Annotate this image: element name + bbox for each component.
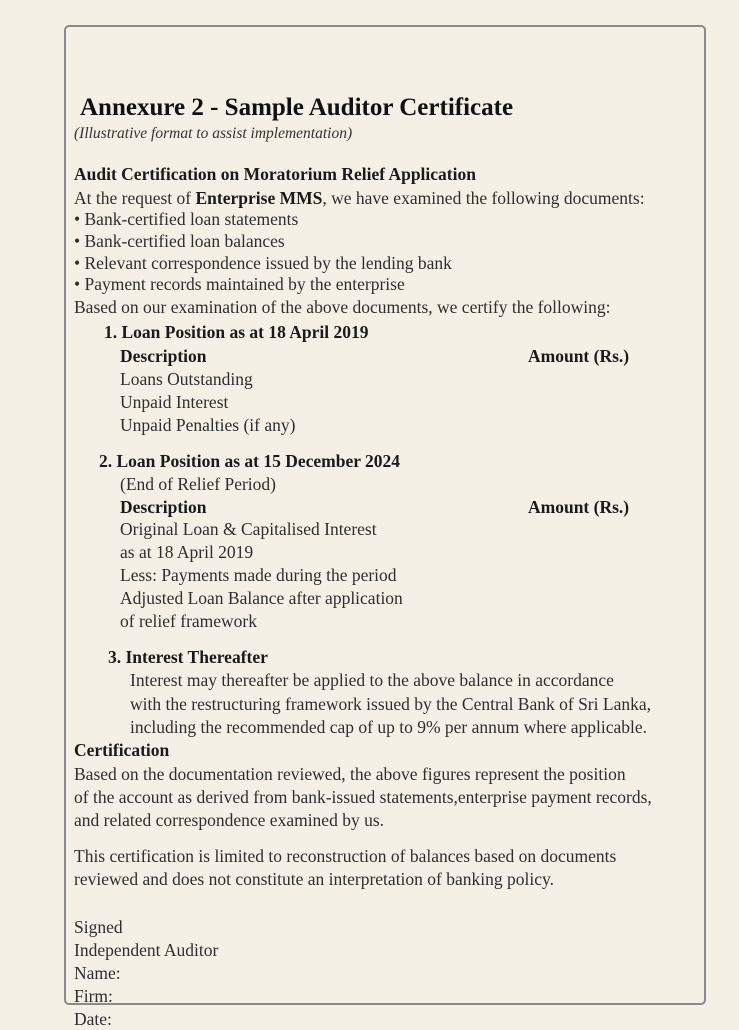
section-3-heading: 3. Interest Thereafter — [108, 647, 268, 667]
page-subtitle: (Illustrative format to assist implementation) — [74, 125, 353, 142]
section-2-row: Original Loan & Capitalised Interest — [120, 519, 377, 539]
page-title: Annexure 2 - Sample Auditor Certificate — [80, 94, 514, 121]
section-heading: Audit Certification on Moratorium Relief Application — [74, 164, 476, 184]
document-list-item: • Bank-certified loan balances — [74, 231, 285, 251]
section-1-col-description: Description — [120, 346, 207, 366]
section-1-row: Unpaid Penalties (if any) — [120, 415, 296, 435]
firm-label: Firm: — [74, 986, 113, 1006]
section-2-subheading: (End of Relief Period) — [120, 474, 276, 494]
section-2-row: as at 18 April 2019 — [120, 542, 254, 562]
certification-heading: Certification — [74, 740, 170, 760]
auditor-role: Independent Auditor — [74, 940, 219, 960]
document-list-item: • Relevant correspondence issued by the lending bank — [74, 253, 452, 273]
limitation-text-line: reviewed and does not constitute an interpretation of banking policy. — [74, 869, 554, 889]
section-2-col-amount: Amount (Rs.) — [528, 497, 630, 517]
section-3-body-line: including the recommended cap of up to 9% per annum where applicable. — [130, 717, 648, 737]
section-2-row: Less: Payments made during the period — [120, 565, 397, 585]
date-label: Date: — [74, 1009, 112, 1029]
name-label: Name: — [74, 963, 121, 983]
enterprise-name: Enterprise MMS — [195, 188, 323, 208]
document-list-item: • Bank-certified loan statements — [74, 209, 299, 229]
document-list-item: • Payment records maintained by the enterprise — [74, 274, 405, 294]
section-3-body-line: with the restructuring framework issued by the Central Bank of Sri Lanka, — [130, 694, 651, 714]
section-2-row: of relief framework — [120, 611, 258, 631]
certification-text-line: of the account as derived from bank-issued statements,enterprise payment records, — [74, 787, 652, 807]
section-2-row: Adjusted Loan Balance after application — [120, 588, 403, 608]
section-1-row: Loans Outstanding — [120, 369, 253, 389]
section-2-heading: 2. Loan Position as at 15 December 2024 — [99, 451, 401, 471]
section-3-body-line: Interest may thereafter be applied to the above balance in accordance — [130, 670, 614, 690]
limitation-text-line: This certification is limited to reconstruction of balances based on documents — [74, 846, 617, 866]
certification-text-line: Based on the documentation reviewed, the above figures represent the position — [74, 764, 626, 784]
signed-label: Signed — [74, 917, 123, 937]
certify-intro: Based on our examination of the above documents, we certify the following: — [74, 297, 611, 317]
section-1-heading: 1. Loan Position as at 18 April 2019 — [104, 322, 369, 342]
section-2-col-description: Description — [120, 497, 207, 517]
certification-text-line: and related correspondence examined by us. — [74, 810, 385, 830]
section-1-col-amount: Amount (Rs.) — [528, 346, 630, 366]
intro-text: At the request of Enterprise MMS, we have examined the following documents: — [74, 188, 645, 208]
section-1-row: Unpaid Interest — [120, 392, 229, 412]
